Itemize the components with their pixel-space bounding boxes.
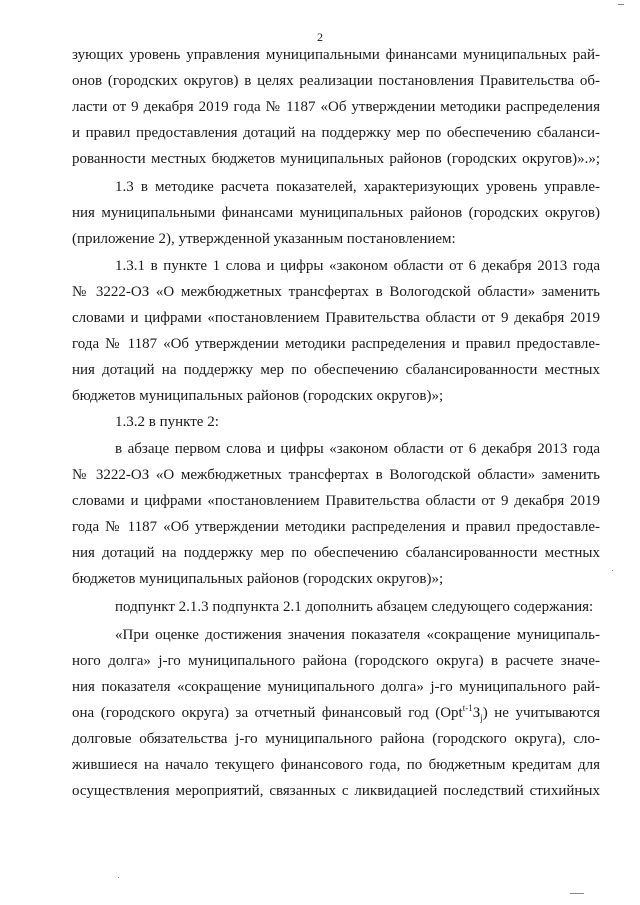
text-line: года № 1187 «Об утверждении методики распределения и правил предоставле- <box>72 519 600 535</box>
text-line: (приложение 2), утвержденной указанным постановлением: <box>72 231 456 247</box>
text-line: жившиеся на начало текущего финансового года, по бюджетным кредитам для <box>72 757 600 773</box>
formula-symbol: З <box>472 705 481 721</box>
text-line: подпункт 2.1.3 подпункта 2.1 дополнить абзацем следующего содержания: <box>115 599 594 615</box>
scan-speck <box>118 877 119 878</box>
text-line: 1.3.1 в пункте 1 слова и цифры «законом области от 6 декабря 2013 года <box>115 258 600 274</box>
text-line: 1.3 в методике расчета показателей, характеризующих уровень управле- <box>115 179 600 195</box>
text-line: в абзаце первом слова и цифры «законом области от 6 декабря 2013 года <box>115 441 600 457</box>
formula-superscript: t-1 <box>462 703 473 713</box>
text-line: ния дотаций на поддержку мер по обеспечению сбалансированности местных <box>72 362 600 378</box>
text-line: ния муниципальными финансами муниципальных районов (городских округов) <box>72 205 600 221</box>
text-line: ласти от 9 декабря 2019 года № 1187 «Об утверждении методики распределения <box>72 99 600 115</box>
text-span: ) не учитываются <box>482 705 600 721</box>
text-line: бюджетов муниципальных районов (городских округов)»; <box>72 571 444 587</box>
formula-line <box>72 703 600 724</box>
text-line: бюджетов муниципальных районов (городских округов)»; <box>72 388 444 404</box>
text-line: № 3222-ОЗ «О межбюджетных трансфертах в Вологодской области» заменить <box>72 284 600 300</box>
text-line: ния дотаций на поддержку мер по обеспечению сбалансированности местных <box>72 545 600 561</box>
scan-speck <box>612 570 613 571</box>
text-line: долговые обязательства j-го муниципального района (городского округа), сло- <box>72 731 600 747</box>
text-line: словами и цифрами «постановлением Правительства области от 9 декабря 2019 <box>72 310 600 326</box>
text-line: рованности местных бюджетов муниципальных районов (городских округов)».»; <box>72 151 600 167</box>
text-line: онов (городских округов) в целях реализации постановления Правительства об- <box>72 73 600 89</box>
scan-speck <box>570 893 584 894</box>
text-line: ного долга» j-го муниципального района (городского округа) в расчете значе- <box>72 653 600 669</box>
text-line: 1.3.2 в пункте 2: <box>115 414 219 430</box>
text-line: зующих уровень управления муниципальными финансами муниципальных рай- <box>72 47 600 63</box>
text-line: года № 1187 «Об утверждении методики распределения и правил предоставле- <box>72 336 600 352</box>
formula-subscript: j <box>480 713 483 723</box>
text-line: осуществления мероприятий, связанных с ликвидацией последствий стихийных <box>72 783 600 799</box>
scan-speck <box>618 4 624 5</box>
text-line: «При оценке достижения значения показателя «сокращение муниципаль- <box>115 627 600 643</box>
text-line: ния показателя «сокращение муниципального долга» j-го муниципального рай- <box>72 679 600 695</box>
text-span: она (городского округа) за отчетный финансовый год (Opt <box>72 705 463 721</box>
text-line: словами и цифрами «постановлением Правительства области от 9 декабря 2019 <box>72 493 600 509</box>
page-number: 2 <box>317 30 323 44</box>
text-line: № 3222-ОЗ «О межбюджетных трансфертах в Вологодской области» заменить <box>72 467 600 483</box>
text-line: и правил предоставления дотаций на поддержку мер по обеспечению сбаланси- <box>72 125 600 141</box>
